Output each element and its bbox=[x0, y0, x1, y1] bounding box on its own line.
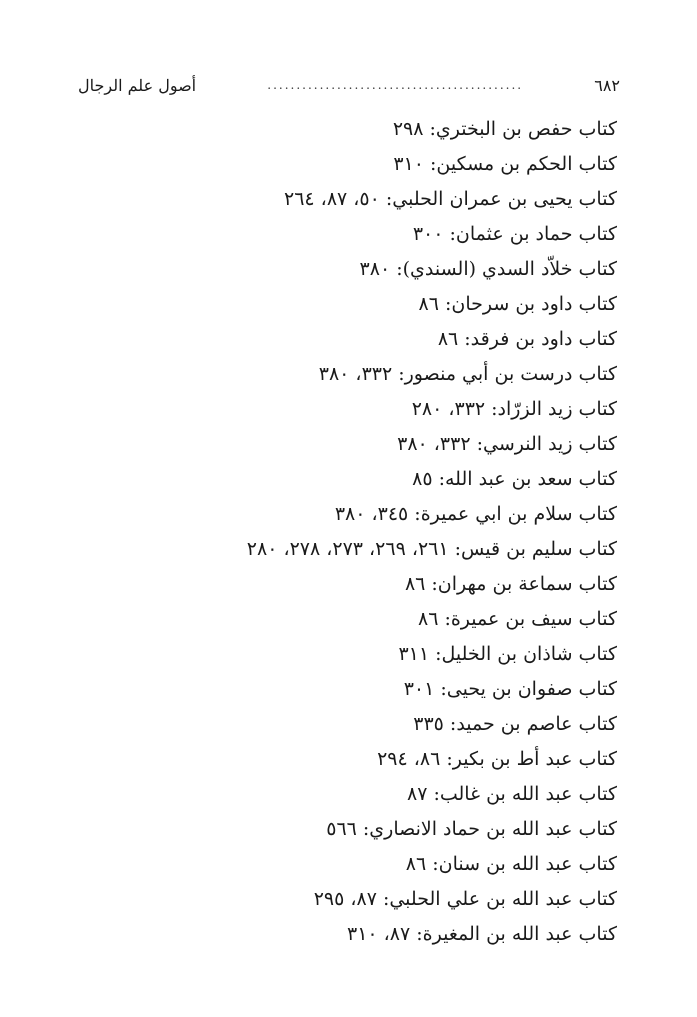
index-entry: كتاب صفوان بن يحيى: ٣٠١ bbox=[403, 678, 617, 700]
page-number: ٦٨٢ bbox=[594, 75, 620, 95]
index-entry: كتاب زيد الزرّاد: ٣٣٢، ٢٨٠ bbox=[411, 398, 617, 420]
running-title: أصول علم الرجال bbox=[78, 75, 197, 95]
index-entry: كتاب شاذان بن الخليل: ٣١١ bbox=[398, 643, 617, 665]
index-entry: كتاب عبد الله بن سنان: ٨٦ bbox=[405, 853, 617, 875]
index-entry: كتاب درست بن أبي منصور: ٣٣٢، ٣٨٠ bbox=[318, 363, 617, 385]
index-entry: كتاب عبد الله بن المغيرة: ٨٧، ٣١٠ bbox=[346, 923, 617, 945]
index-entry: كتاب يحيى بن عمران الحلبي: ٥٠، ٨٧، ٢٦٤ bbox=[284, 188, 617, 210]
index-entry: كتاب الحكم بن مسكين: ٣١٠ bbox=[393, 153, 617, 175]
index-entry: كتاب عبد الله بن علي الحلبي: ٨٧، ٢٩٥ bbox=[313, 888, 617, 910]
index-entry: كتاب زيد النرسي: ٣٣٢، ٣٨٠ bbox=[397, 433, 617, 455]
running-header bbox=[78, 70, 620, 100]
index-entry: كتاب سعد بن عبد الله: ٨٥ bbox=[412, 468, 617, 490]
index-entry: كتاب سلام بن ابي عميرة: ٣٤٥، ٣٨٠ bbox=[334, 503, 617, 525]
index-entry: كتاب عبد أط بن بكير: ٨٦، ٢٩٤ bbox=[377, 748, 617, 770]
leader-dots: ............................................ bbox=[267, 78, 524, 92]
index-entry: كتاب سيف بن عميرة: ٨٦ bbox=[417, 608, 617, 630]
index-entry: كتاب حماد بن عثمان: ٣٠٠ bbox=[412, 223, 617, 245]
index-entry: كتاب عبد الله بن حماد الانصاري: ٥٦٦ bbox=[326, 818, 617, 840]
index-entry: كتاب داود بن سرحان: ٨٦ bbox=[418, 293, 617, 315]
index-entry: كتاب عاصم بن حميد: ٣٣٥ bbox=[413, 713, 617, 735]
index-entry: كتاب سليم بن قيس: ٢٦١، ٢٦٩، ٢٧٣، ٢٧٨، ٢٨٠ bbox=[246, 538, 617, 560]
index-entries bbox=[57, 112, 617, 952]
index-entry: كتاب عبد الله بن غالب: ٨٧ bbox=[407, 783, 617, 805]
index-entry: كتاب سماعة بن مهران: ٨٦ bbox=[404, 573, 617, 595]
index-entry: كتاب خلاّد السدي (السندي): ٣٨٠ bbox=[359, 258, 617, 280]
index-entry: كتاب حفص بن البختري: ٢٩٨ bbox=[392, 118, 617, 140]
index-entry: كتاب داود بن فرقد: ٨٦ bbox=[437, 328, 617, 350]
